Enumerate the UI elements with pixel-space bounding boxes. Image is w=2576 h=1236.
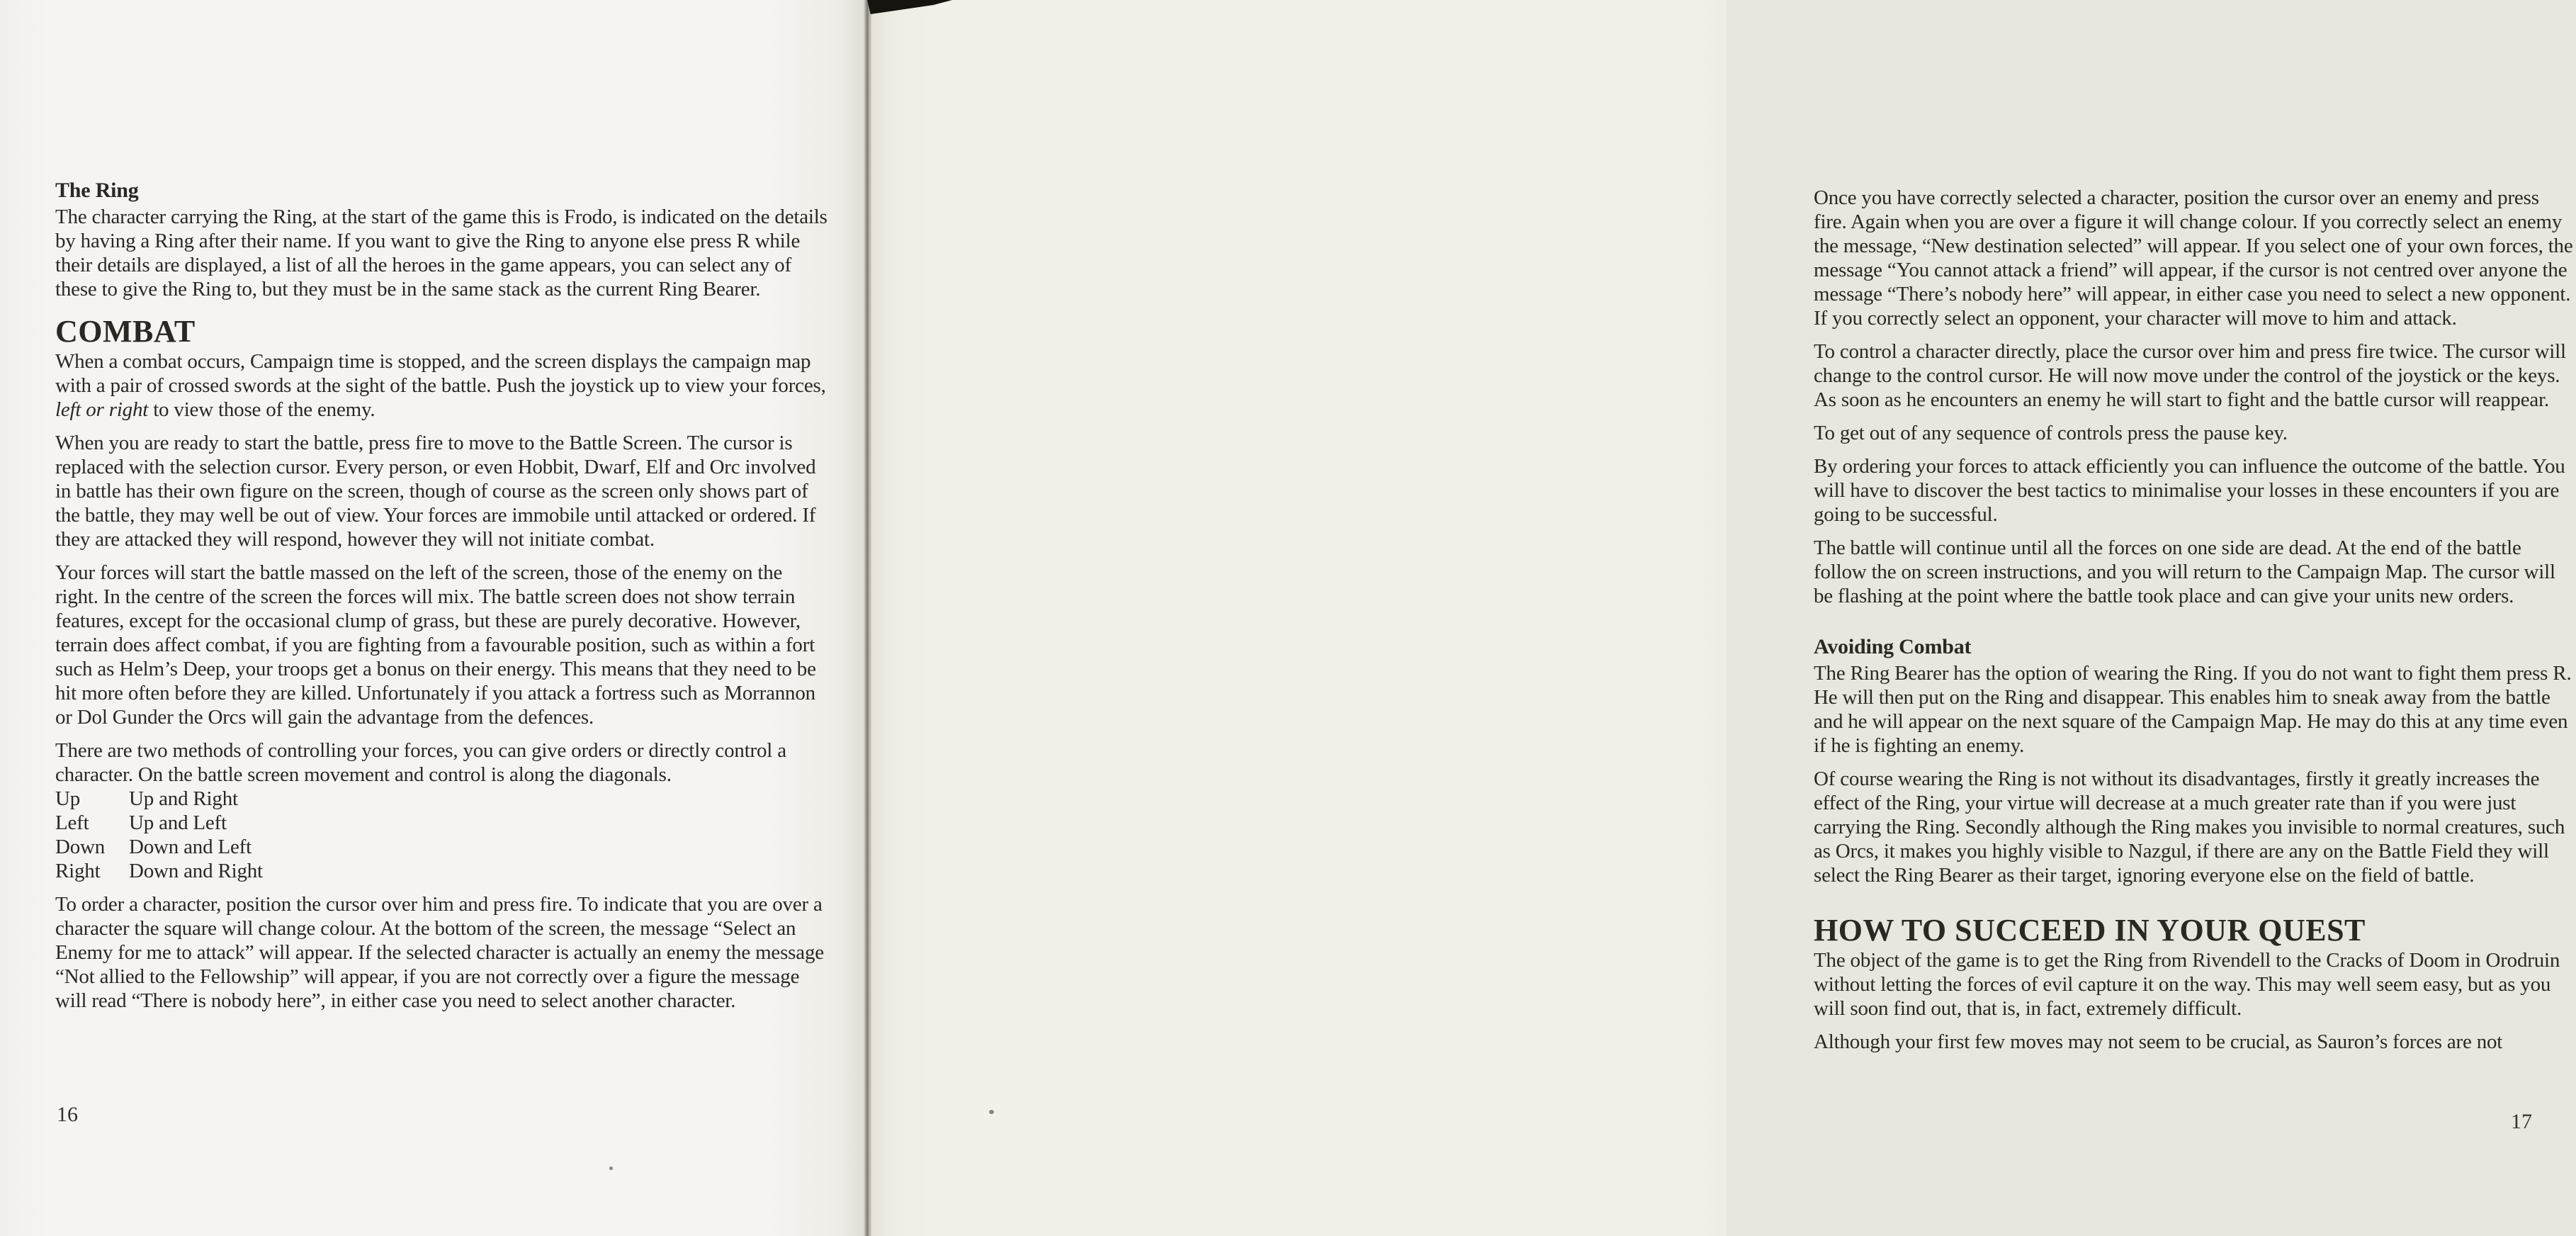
paragraph-battle-continue: The battle will continue until all the forces on one side are dead. At the end of the battle follow the on screen instructions, and you will return to the Campaign Map. The cursor will be flashing at the point where the battle took place and can give your units new orders. [1814, 536, 2555, 607]
paragraph-attack-efficiently: By ordering your forces to attack efficiently you can influence the outcome of the battle. You will have to discover the best tactics to minimalise your losses in these encounters if you are going to be successful. [1814, 455, 2565, 526]
controls-row-right [55, 859, 829, 883]
control-result: Up and Left [129, 811, 227, 834]
paragraph-select-enemy: Once you have correctly selected a character, position the cursor over an enemy and press fire. Again when you are over a figure it will change colour. If you correctly select an enemy the message, “New destination selected” will appear. If you select one of your own forces, the message “You cannot attack a friend” will appear, if the cursor is not centred over anyone the message “There’s nobody here” will appear, in either case you need to select a new opponent. If you correctly select an opponent, your character will move to him and attack. [1814, 186, 2573, 330]
section-heading-avoiding-combat: Avoiding Combat [1814, 635, 1972, 658]
control-direction: Right [55, 860, 101, 882]
controls-row-left [55, 811, 829, 835]
control-result: Down and Left [129, 836, 252, 858]
paragraph-combat-1 [55, 349, 829, 422]
paragraph-combat-3: Your forces will start the battle massed on the left of the screen, those of the enemy on the right. In the centre of the screen the forces will mix. The battle screen does not show terrain features, except for the occasional clump of grass, but these are purely decorative. However, terrain does affect combat, if you are fighting from a favourable position, such as within a fort such as Helm’s Deep, your troops get a bonus on their energy. This means that they need to be hit more often before they are killed. Unfortunately if you attack a fortress such as Morrannon or Dol Gunder the Orcs will gain the advantage from the defences. [55, 561, 816, 729]
manual-page-right [870, 0, 2573, 1236]
paragraph-combat-1-pre: When a combat occurs, Campaign time is stopped, and the screen displays the campaign map with a pair of crossed swords at the sight of the battle. Push the joystick up to view your forces, [55, 350, 826, 397]
paragraph-avoiding-2: Of course wearing the Ring is not without its disadvantages, firstly it greatly increases the effect of the Ring, your virtue will decrease at a much greater rate than if you were just carrying the Ring. Secondly although the Ring makes you invisible to normal creatures, such as Orcs, it makes you highly visible to Nazgul, if there are any on the Battle Field they will select the Ring Bearer as their target, ignoring everyone else on the field of battle. [1814, 768, 2565, 887]
paragraph-avoiding-1: The Ring Bearer has the option of wearing the Ring. If you do not want to fight them press R. He will then put on the Ring and disappear. This enables him to sneak away from the battle and he will appear on the next square of the Campaign Map. He may do this at any time even if he is fighting an enemy. [1814, 662, 2572, 757]
control-result: Down and Right [129, 860, 263, 882]
paragraph-pause-key: To get out of any sequence of controls press the pause key. [1814, 422, 2288, 444]
paragraph-succeed-2: Although your first few moves may not seem to be crucial, as Sauron’s forces are not [1814, 1030, 2503, 1053]
paragraph-combat-5: To order a character, position the cursor over him and press fire. To indicate that you are over a character the square will change colour. At the bottom of the screen, the message “Select an Enemy for me to attack” will appear. If the selected character is actually an enemy the message “Not allied to the Fellowship” will appear, if you are not correctly over a figure the message will read “There is nobody here”, in either case you need to select another character. [55, 893, 824, 1012]
manual-page-left [0, 0, 867, 1236]
paragraph-combat-1-italic: left or right [55, 398, 149, 421]
controls-row-up [55, 787, 829, 811]
paragraph-the-ring: The character carrying the Ring, at the start of the game this is Frodo, is indicated on the details by having a Ring after their name. If you want to give the Ring to anyone else press R while their details are displayed, a list of all the heroes in the game appears, you can select any of these to give the Ring to, but they must be in the same stack as the current Ring Bearer. [55, 206, 827, 300]
scan-speck [609, 1167, 613, 1170]
page-number-right: 17 [2511, 1110, 2532, 1133]
scan-speck [989, 1110, 994, 1114]
control-direction: Up [55, 787, 81, 810]
section-heading-how-to-succeed: HOW TO SUCCEED IN YOUR QUEST [1814, 913, 2366, 948]
joystick-controls-table [55, 787, 829, 883]
left-page-content [55, 179, 829, 1022]
control-result: Up and Right [129, 787, 238, 810]
control-direction: Down [55, 836, 106, 858]
section-heading-combat: COMBAT [55, 314, 196, 349]
page-number-left: 16 [57, 1103, 78, 1126]
paragraph-combat-1-post: to view those of the enemy. [148, 398, 375, 421]
controls-row-down [55, 835, 829, 859]
paragraph-combat-2: When you are ready to start the battle, press fire to move to the Battle Screen. The cursor is replaced with the selection cursor. Every person, or even Hobbit, Dwarf, Elf and Orc involved in battle has their own figure on the screen, though of course as the screen only shows part of the battle, they may well be out of view. Your forces are immobile until attacked or ordered. If they are attacked they will respond, however they will not initiate combat. [55, 432, 816, 551]
book-spine-shadow [864, 0, 872, 1236]
paragraph-combat-4: There are two methods of controlling your forces, you can give orders or directly control a character. On the battle screen movement and control is along the diagonals. [55, 739, 786, 786]
paragraph-succeed-1: The object of the game is to get the Ring from Rivendell to the Cracks of Doom in Orodruin without letting the forces of evil capture it on the way. This may well seem easy, but as you will soon find out, that is, in fact, extremely difficult. [1814, 949, 2560, 1020]
control-direction: Left [55, 811, 89, 834]
paragraph-direct-control: To control a character directly, place the cursor over him and press fire twice. The cursor will change to the control cursor. He will now move under the control of the joystick or the keys. As soon as he encounters an enemy he will start to fight and the battle cursor will reappear. [1814, 340, 2566, 411]
section-heading-the-ring: The Ring [55, 179, 139, 202]
right-page-content [1814, 186, 2576, 1063]
